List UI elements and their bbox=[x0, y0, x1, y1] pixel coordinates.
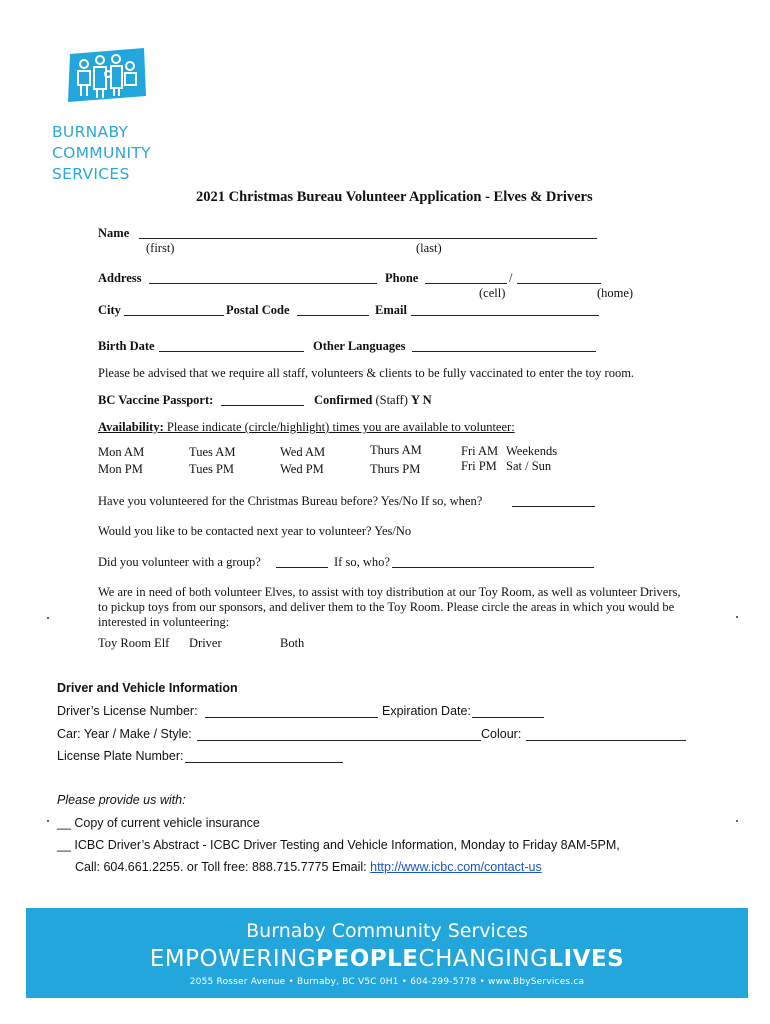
vaccine-notice: Please be advised that we require all staff, volunteers & clients to be fully vaccinated to enter the toy room. bbox=[98, 366, 635, 380]
logo-line-3: SERVICES bbox=[52, 165, 130, 183]
form-title: 2021 Christmas Bureau Volunteer Application - Elves & Drivers bbox=[196, 189, 593, 205]
last-label: (last) bbox=[416, 241, 442, 255]
vaccine-passport-label: BC Vaccine Passport: bbox=[98, 393, 214, 407]
avail-wed-pm[interactable]: Wed PM bbox=[280, 462, 324, 476]
car-field[interactable] bbox=[197, 740, 481, 741]
other-languages-label: Other Languages bbox=[313, 339, 406, 353]
avail-sat-sun[interactable]: Sat / Sun bbox=[506, 459, 552, 473]
group-who-field[interactable] bbox=[392, 567, 594, 568]
avail-thurs-pm[interactable]: Thurs PM bbox=[370, 462, 421, 476]
avail-wed-am[interactable]: Wed AM bbox=[280, 445, 326, 459]
need-text-2: to pickup toys from our sponsors, and deliver them to the Toy Room. Please circle the areas in which you would be bbox=[98, 600, 675, 614]
name-field[interactable] bbox=[139, 238, 597, 239]
home-phone-field[interactable] bbox=[517, 283, 601, 284]
avail-thurs-am[interactable]: Thurs AM bbox=[370, 443, 422, 457]
footer-tagline bbox=[26, 946, 748, 972]
colour-field[interactable] bbox=[526, 740, 686, 741]
colour-label: Colour: bbox=[481, 727, 522, 741]
volunteered-when-field[interactable] bbox=[512, 506, 595, 507]
logo-line-1: BURNABY bbox=[52, 123, 129, 141]
confirmed-group bbox=[314, 393, 432, 408]
tagline-part-2: PEOPLE bbox=[316, 946, 419, 972]
availability-row bbox=[98, 420, 515, 435]
people-logo-icon bbox=[66, 46, 148, 106]
provide-item-contact bbox=[75, 860, 542, 874]
city-label: City bbox=[98, 303, 121, 317]
avail-mon-am[interactable]: Mon AM bbox=[98, 445, 145, 459]
birth-date-field[interactable] bbox=[159, 351, 304, 352]
confirmed-yes-no[interactable]: Y N bbox=[410, 393, 432, 407]
license-plate-field[interactable] bbox=[185, 762, 343, 763]
phone-label: Phone bbox=[385, 271, 419, 285]
footer-address: 2055 Rosser Avenue • Burnaby, BC V5C 0H1 • 604-299-5778 • www.BbyServices.ca bbox=[189, 977, 585, 987]
avail-tues-am[interactable]: Tues AM bbox=[189, 445, 236, 459]
role-driver[interactable]: Driver bbox=[189, 636, 222, 650]
address-label: Address bbox=[98, 271, 142, 285]
confirmed-label: Confirmed bbox=[314, 393, 373, 407]
tagline-part-4: LIVES bbox=[548, 946, 625, 972]
avail-fri-am[interactable]: Fri AM bbox=[461, 444, 499, 458]
home-label: (home) bbox=[597, 286, 634, 300]
license-number-label: Driver’s License Number: bbox=[57, 704, 198, 718]
postal-code-field[interactable] bbox=[297, 315, 369, 316]
group-field[interactable] bbox=[276, 567, 328, 568]
question-contact-next-year: Would you like to be contacted next year to volunteer? Yes/No bbox=[98, 524, 412, 538]
scan-speck bbox=[47, 617, 49, 619]
scan-speck bbox=[736, 820, 738, 822]
footer-banner bbox=[26, 908, 748, 998]
avail-fri-pm[interactable]: Fri PM bbox=[461, 459, 497, 473]
email-label: Email bbox=[375, 303, 407, 317]
avail-tues-pm[interactable]: Tues PM bbox=[189, 462, 235, 476]
scan-speck bbox=[47, 820, 49, 822]
vaccine-passport-field[interactable] bbox=[221, 405, 304, 406]
other-languages-field[interactable] bbox=[412, 351, 596, 352]
availability-label: Availability: bbox=[98, 420, 164, 434]
car-label: Car: Year / Make / Style: bbox=[57, 727, 192, 741]
phone-separator: / bbox=[509, 271, 513, 285]
icbc-contact-link[interactable]: http://www.icbc.com/contact-us bbox=[370, 860, 542, 874]
role-toy-room-elf[interactable]: Toy Room Elf bbox=[98, 636, 170, 650]
license-number-field[interactable] bbox=[205, 717, 378, 718]
cell-phone-field[interactable] bbox=[425, 283, 507, 284]
provide-item-insurance: __ Copy of current vehicle insurance bbox=[57, 816, 260, 830]
role-both[interactable]: Both bbox=[280, 636, 305, 650]
contact-text: Call: 604.661.2255. or Toll free: 888.715.7775 Email: bbox=[75, 860, 367, 874]
avail-weekends[interactable]: Weekends bbox=[506, 444, 558, 458]
birth-date-label: Birth Date bbox=[98, 339, 155, 353]
availability-note: Please indicate (circle/highlight) times you are available to volunteer: bbox=[166, 420, 515, 434]
name-label: Name bbox=[98, 226, 130, 240]
logo-line-2: COMMUNITY bbox=[52, 144, 151, 162]
provide-label: Please provide us with: bbox=[57, 793, 186, 807]
driver-section-heading: Driver and Vehicle Information bbox=[57, 681, 238, 695]
question-group-who: If so, who? bbox=[334, 555, 390, 569]
provide-item-abstract: __ ICBC Driver’s Abstract - ICBC Driver Testing and Vehicle Information, Monday to Friday 8AM-5PM, bbox=[57, 838, 620, 852]
scan-speck bbox=[736, 616, 738, 618]
question-group: Did you volunteer with a group? bbox=[98, 555, 261, 569]
question-volunteered-before: Have you volunteered for the Christmas Bureau before? Yes/No If so, when? bbox=[98, 494, 483, 508]
postal-code-label: Postal Code bbox=[226, 303, 290, 317]
tagline-part-3: CHANGING bbox=[418, 946, 549, 972]
need-text-3: interested in volunteering: bbox=[98, 615, 230, 629]
expiration-date-label: Expiration Date: bbox=[382, 704, 471, 718]
expiration-date-field[interactable] bbox=[472, 717, 544, 718]
city-field[interactable] bbox=[124, 315, 224, 316]
email-field[interactable] bbox=[411, 315, 599, 316]
org-logo-text bbox=[52, 122, 164, 185]
cell-label: (cell) bbox=[479, 286, 506, 300]
org-logo bbox=[52, 46, 164, 185]
license-plate-label: License Plate Number: bbox=[57, 749, 184, 763]
footer-org-name: Burnaby Community Services bbox=[246, 920, 528, 942]
need-text-1: We are in need of both volunteer Elves, to assist with toy distribution at our Toy Room, as well as volunteer Drivers, bbox=[98, 585, 681, 599]
address-field[interactable] bbox=[149, 283, 377, 284]
first-label: (first) bbox=[146, 241, 175, 255]
tagline-part-1: EMPOWERING bbox=[149, 946, 317, 972]
avail-mon-pm[interactable]: Mon PM bbox=[98, 462, 143, 476]
confirmed-note: (Staff) bbox=[375, 393, 408, 407]
